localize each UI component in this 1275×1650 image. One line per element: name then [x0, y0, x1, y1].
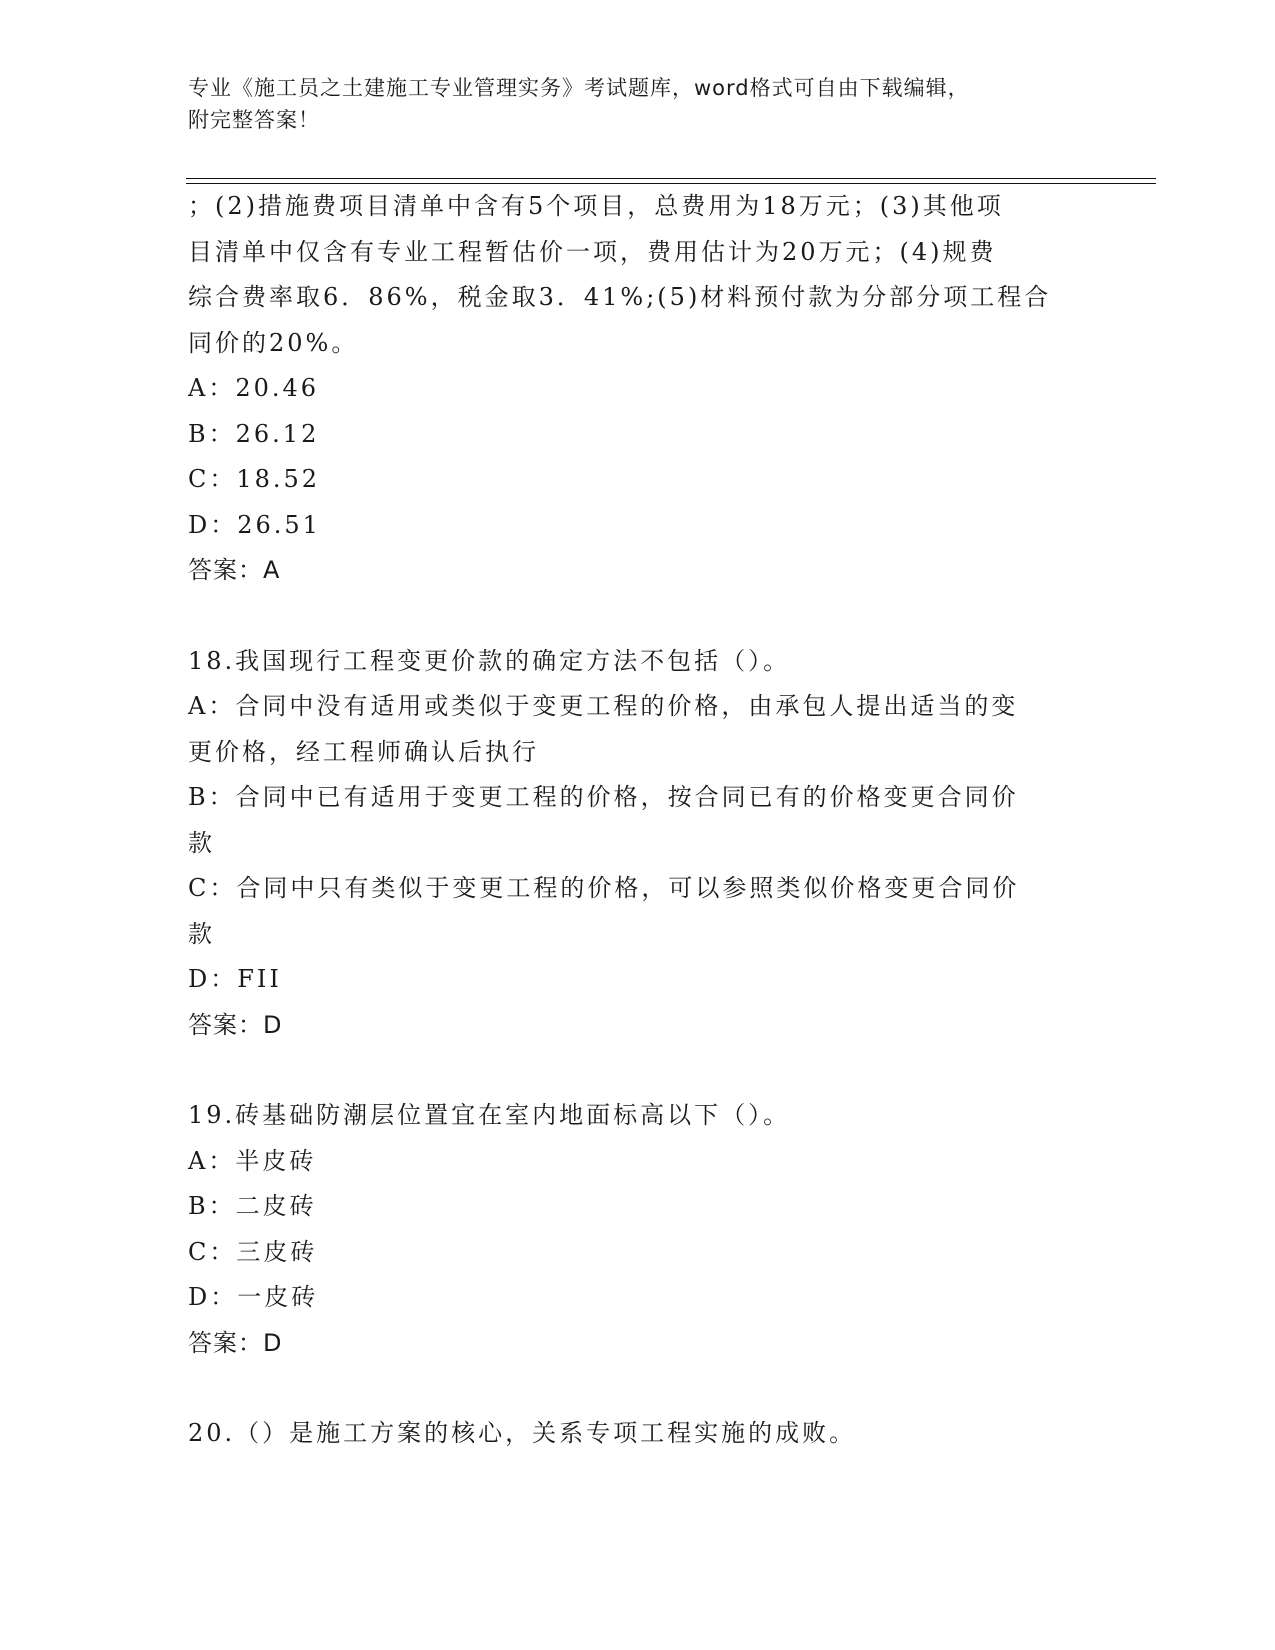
option-c: C：三皮砖 — [188, 1237, 318, 1266]
continuation-line: 目清单中仅含有专业工程暂估价一项，费用估计为20万元；(4)规费 — [188, 237, 997, 266]
option-b: B：二皮砖 — [188, 1192, 317, 1220]
answer-label: 答案：D — [188, 1328, 283, 1357]
option-d: D：26.51 — [188, 510, 321, 539]
option-b-line-2: 款 — [188, 828, 215, 857]
option-b-line-1: B：合同中已有适用于变更工程的价格，按合同已有的价格变更合同价 — [188, 783, 1019, 811]
question-text: 19.砖基础防潮层位置宜在室内地面标高以下（）。 — [188, 1101, 791, 1129]
header-line-2: 附完整答案！ — [188, 108, 320, 132]
continuation-line: 综合费率取6．86%，税金取3．41%;(5)材料预付款为分部分项工程合 — [188, 283, 1052, 311]
option-c: C：18.52 — [188, 465, 321, 493]
answer-label: 答案：A — [188, 556, 281, 584]
option-d: D：FII — [188, 965, 282, 993]
option-d: D：一皮砖 — [188, 1283, 319, 1311]
question-20 — [188, 1411, 1078, 1457]
question-18 — [188, 639, 1078, 1049]
option-a-line-2: 更价格，经工程师确认后执行 — [188, 737, 539, 766]
question-17-continuation — [188, 184, 1078, 1457]
option-c-line-1: C：合同中只有类似于变更工程的价格，可以参照类似价格变更合同价 — [188, 874, 1020, 902]
option-a-line-1: A：合同中没有适用或类似于变更工程的价格，由承包人提出适当的变 — [188, 692, 1019, 720]
continuation-line: ；(2)措施费项目清单中含有5个项目，总费用为18万元；(3)其他项 — [188, 192, 1004, 220]
question-text: 20.（）是施工方案的核心，关系专项工程实施的成败。 — [188, 1419, 857, 1447]
option-a: A：20.46 — [188, 374, 320, 402]
option-b: B：26.12 — [188, 419, 320, 448]
header-line-1: 专业《施工员之土建施工专业管理实务》考试题库，word格式可自由下载编辑， — [188, 76, 970, 100]
question-19 — [188, 1093, 1078, 1366]
document-header — [188, 72, 1068, 136]
answer-label: 答案：D — [188, 1010, 283, 1039]
header-divider-top — [186, 178, 1156, 179]
question-text: 18.我国现行工程变更价款的确定方法不包括（）。 — [188, 646, 791, 675]
continuation-line: 同价的20%。 — [188, 328, 359, 357]
option-c-line-2: 款 — [188, 919, 215, 948]
option-a: A：半皮砖 — [188, 1146, 317, 1175]
